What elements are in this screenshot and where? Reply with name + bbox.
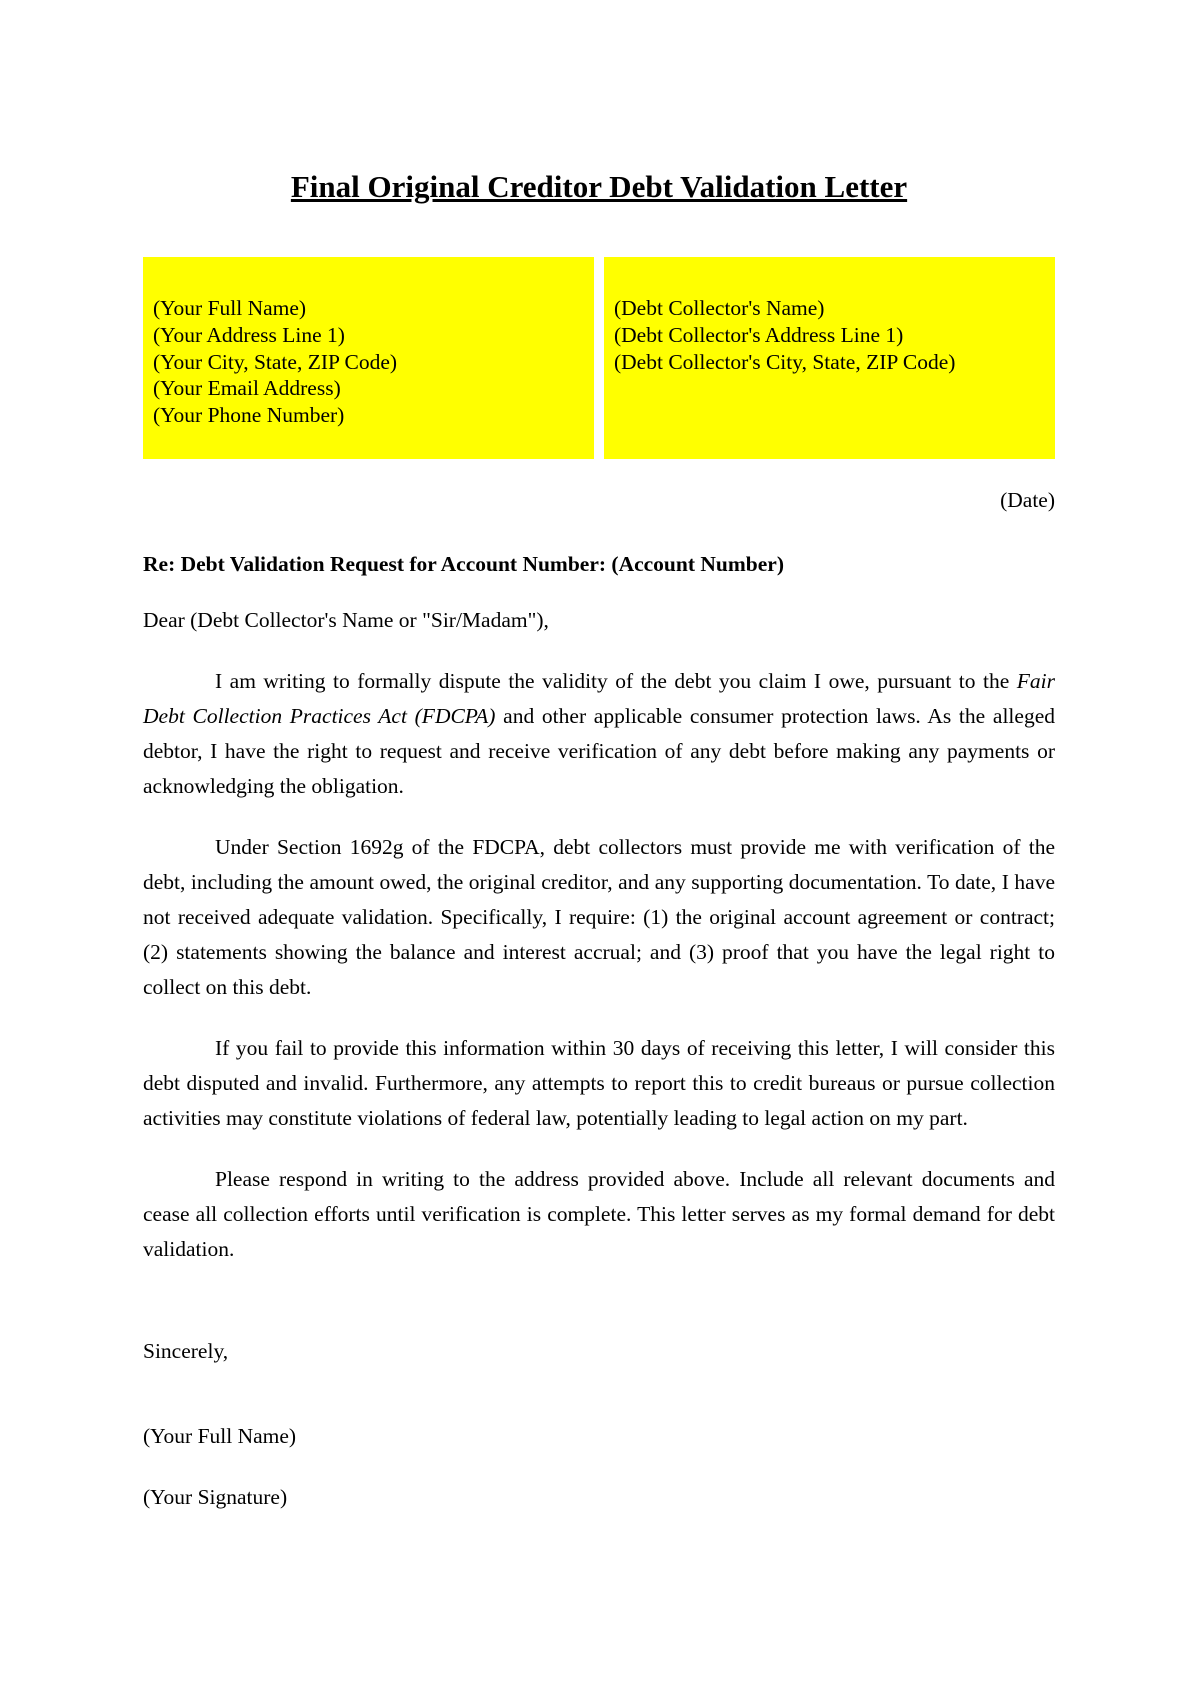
collector-info-box [604, 257, 1055, 459]
letter-body [143, 483, 1055, 1515]
closing-full-name: (Your Full Name) [143, 1423, 297, 1448]
sender-phone: (Your Phone Number) [153, 403, 345, 428]
paragraph-1-text-post: and other applicable consumer protection laws. As the alleged debtor, I have the right to request and receive verification of any debt before making any payments or acknowledging the obligation. [143, 703, 1055, 798]
body-paragraph-2: Under Section 1692g of the FDCPA, debt collectors must provide me with verification of the debt, including the amount owed, the original creditor, and any supporting documentation. To date, I have not received adequate validation. Specifically, I require: (1) the original account agreement or contract; (2) statements showing the balance and interest accrual; and (3) proof that you have the legal right to collect on this debt. [143, 834, 1055, 999]
subject-line: Re: Debt Validation Request for Account Number: (Account Number) [143, 551, 784, 576]
fdcpa-italic-citation: Fair Debt Collection Practices Act (FDCPA) [143, 668, 1055, 728]
address-row [143, 257, 1055, 459]
sender-full-name: (Your Full Name) [153, 296, 307, 320]
body-paragraph-4: Please respond in writing to the address provided above. Include all relevant documents and cease all collection efforts until verification is complete. This letter serves as my formal demand for debt validation. [143, 1166, 1055, 1261]
sender-info-box [143, 257, 594, 459]
paragraph-1-text-pre: I am writing to formally dispute the validity of the debt you claim I owe, pursuant to the [215, 668, 1017, 693]
body-paragraph-3: If you fail to provide this information within 30 days of receiving this letter, I will consider this debt disputed and invalid. Furthermore, any attempts to report this to credit bureaus or pursue collection activities may constitute violations of federal law, potentially leading to legal action on my part. [143, 1035, 1055, 1130]
sender-city-state-zip: (Your City, State, ZIP Code) [153, 349, 398, 374]
sender-email: (Your Email Address) [153, 376, 341, 401]
collector-city-state-zip: (Debt Collector's City, State, ZIP Code) [614, 349, 956, 374]
sender-address-line: (Your Address Line 1) [153, 322, 345, 347]
collector-address-line: (Debt Collector's Address Line 1) [614, 322, 904, 347]
collector-name: (Debt Collector's Name) [614, 296, 825, 320]
body-paragraph-1 [143, 664, 1055, 804]
closing-signature: (Your Signature) [143, 1484, 288, 1509]
salutation: Dear (Debt Collector's Name or "Sir/Madam"), [143, 607, 549, 632]
letter-title: Final Original Creditor Debt Validation Letter [290, 169, 908, 204]
date-line: (Date) [1000, 487, 1055, 512]
closing-sincerely: Sincerely, [143, 1338, 229, 1363]
